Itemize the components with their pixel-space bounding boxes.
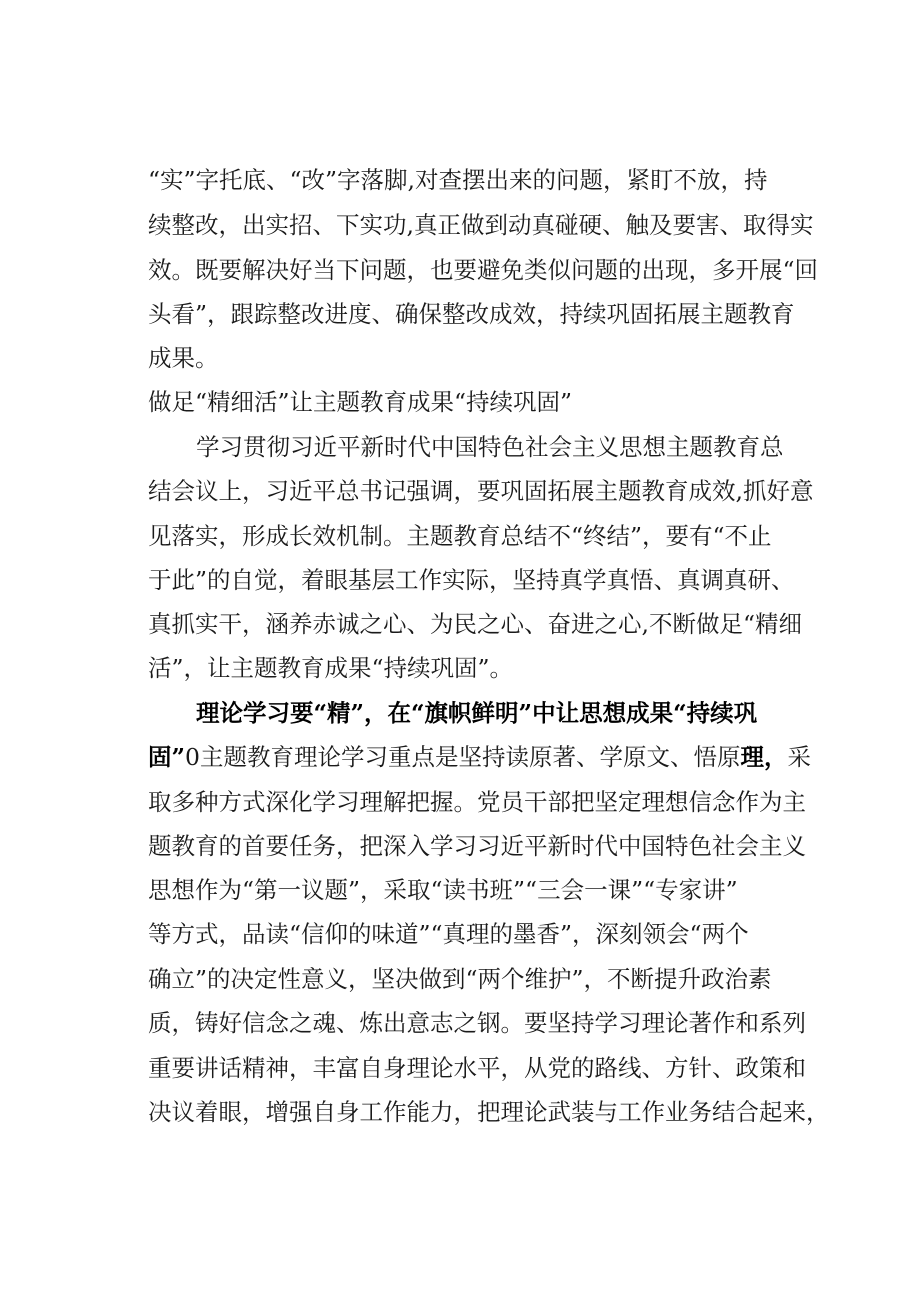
text-line: 等方式，品读“信仰的味道”“真理的墨香”，深刻领会“两个 <box>148 920 749 948</box>
bold-fragment: 理， <box>740 743 788 771</box>
text-line: 真抓实干，涵养赤诚之心、为民之心、奋进之心,不断做足“精细 <box>148 610 802 638</box>
text-line: 见落实，形成长效机制。主题教育总结不“终结”，要有“不止 <box>148 522 772 550</box>
text-line: 学习贯彻习近平新时代中国特色社会主义思想主题教育总 <box>196 433 784 461</box>
text-line: 确立”的决定性意义，坚决做到“两个维护”，不断提升政治素 <box>148 965 772 993</box>
text-line: 题教育的首要任务，把深入学习习近平新时代中国特色社会主义 <box>148 832 806 860</box>
text-line: 质，铸好信念之魂、炼出意志之钢。要坚持学习理论著作和系列 <box>148 1009 806 1037</box>
text-line: 重要讲话精神，丰富自身理论水平，从党的路线、方针、政策和 <box>148 1054 806 1082</box>
line-text: 采 <box>787 743 811 771</box>
mixed-line <box>148 735 828 779</box>
text-line: “实”字托底、“改”字落脚,对查摆出来的问题，紧盯不放，持 <box>148 166 768 194</box>
bold-heading-tail: 固” <box>148 743 186 771</box>
text-line: 头看”，跟踪整改进度、确保整改成效，持续巩固拓展主题教育 <box>148 300 795 328</box>
text-line: 续整改，出实招、下实功,真正做到动真碰硬、触及要害、取得实 <box>148 211 814 239</box>
text-line: 思想作为“第一议题”，采取“读书班”“三会一课”“专家讲” <box>148 876 738 904</box>
text-line: 于此”的自觉，着眼基层工作实际，坚持真学真悟、真调真研、 <box>148 566 795 594</box>
text-line: 活”，让主题教育成果“持续巩固”。 <box>148 654 514 682</box>
section-heading: 做足“精细活”让主题教育成果“持续巩固” <box>148 388 573 416</box>
text-line: 效。既要解决好当下问题，也要避免类似问题的出现，多开展“回 <box>148 256 819 284</box>
text-line: 结会议上，习近平总书记强调，要巩固拓展主题教育成效,抓好意 <box>148 477 814 505</box>
text-line: 取多种方式深化学习理解把握。党员干部把坚定理想信念作为主 <box>148 788 806 816</box>
text-line: 成果。 <box>148 344 219 372</box>
bold-heading-line: 理论学习要“精”，在“旗帜鲜明”中让思想成果“持续巩 <box>196 699 758 727</box>
text-line: 决议着眼，增强自身工作能力，把理论武装与工作业务结合起来， <box>148 1098 830 1126</box>
line-text: 0主题教育理论学习重点是坚持读原著、学原文、悟原 <box>185 743 741 771</box>
